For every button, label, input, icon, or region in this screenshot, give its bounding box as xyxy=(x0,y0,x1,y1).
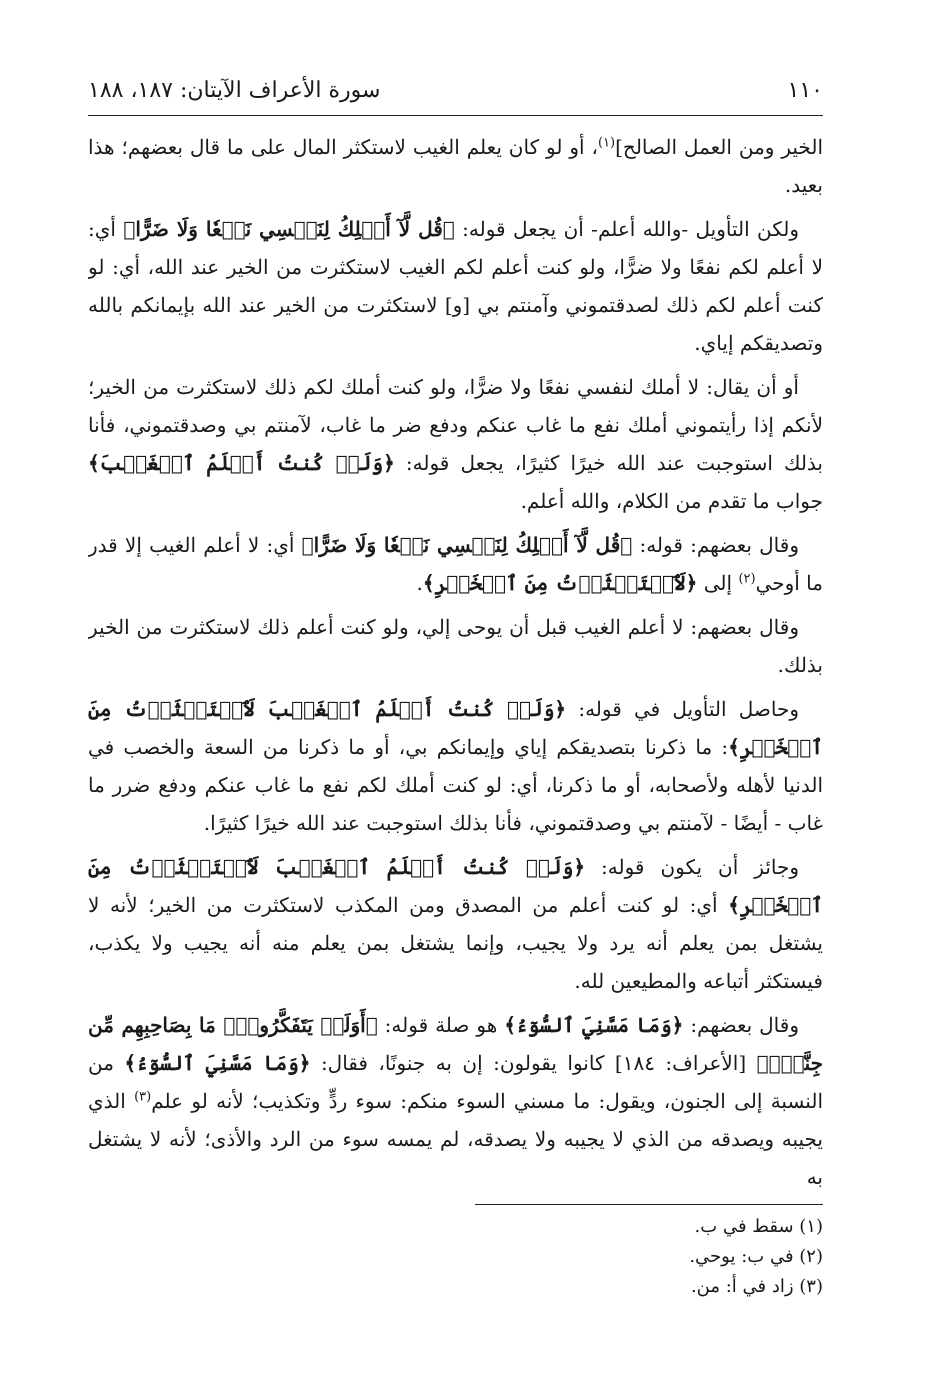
footnote-ref: (٢) xyxy=(738,571,756,587)
text-run: الخير ومن العمل الصالح] xyxy=(615,135,823,159)
footnote-divider xyxy=(475,1204,823,1205)
page-number: ١١٠ xyxy=(787,77,823,103)
quran-quote: ﴿لَٱسۡتَكۡثَرۡتُ مِنَ ٱلۡخَيۡرِ﴾ xyxy=(422,571,698,595)
text-run: من النسبة إلى الجنون، ويقول: ما مسني السوء منكم: سوء ردٍّ وتكذيب؛ لأنه لو علم xyxy=(88,1051,823,1113)
text-run: أي: لو كنت أعلم من المصدق ومن المكذب لاستكثرت من الخير؛ لأنه لا يشتغل بمن يعلم أنه يرد ولا يجيب، وإنما يشتغل بمن يعلم منه أنه يجيب ولا يكذب، فيستكثر أتباعه والمطيعين لله. xyxy=(88,893,823,993)
text-run: أي: لا أعلم الغيب إلا قدر ما أوحي xyxy=(88,533,823,595)
quran-quote: ﴿وَمَا مَسَّنِيَ ٱلسُّوٓءُ﴾ xyxy=(124,1051,311,1075)
footnote-ref: (٣) xyxy=(134,1089,152,1105)
paragraph xyxy=(88,368,823,520)
text-run: هو صلة قوله: xyxy=(377,1013,505,1037)
text-run: جواب ما تقدم من الكلام، والله أعلم. xyxy=(520,489,823,513)
quran-quote: ﴿وَلَوۡ كُنتُ أَعۡلَمُ ٱلۡغَيۡبَ﴾ xyxy=(88,451,395,475)
paragraph xyxy=(88,690,823,842)
text-run: : ما ذكرنا بتصديقكم إياي وإيمانكم بي، أو ما ذكرنا من السعة والخصب في الدنيا لأهله ولأصحابه، أو ما ذكرنا، أي: لو كنت أملك لكم نفع ما غاب عنكم ودفع ضرر ما غاب - أيضًا - لآمنتم بي وصدقتموني، فأنا بذلك استوجبت عند الله خيرًا كثيرًا. xyxy=(88,735,823,835)
paragraph xyxy=(88,128,823,204)
quran-quote: ﴿وَلَوۡ كُنتُ أَعۡلَمُ ٱلۡغَيۡبَ لَٱسۡتَكۡثَرۡتُ مِنَ ٱلۡخَيۡرِ﴾ xyxy=(88,697,823,759)
page-header xyxy=(88,72,823,108)
quran-quote: ﴿قُل لَّآ أَمۡلِكُ لِنَفۡسِي نَفۡعٗا وَلَا ضَرًّا﴾ xyxy=(301,533,633,557)
text-run: أي: لا أعلم لكم نفعًا ولا ضرًّا، ولو كنت أعلم لكم الغيب لاستكثرت من الخير عند الله، أي: لو كنت أعلم لكم ذلك لصدقتموني وآمنتم بي [و] لاستكثرت من الخير عند الله بإيمانكم بالله وتصديقكم إياي. xyxy=(88,217,823,355)
text-run: . xyxy=(416,571,423,595)
text-run: وحاصل التأويل في قوله: xyxy=(566,697,799,721)
text-run: وقال بعضهم: xyxy=(683,1013,799,1037)
text-run: وجائز أن يكون قوله: xyxy=(585,855,800,879)
paragraph xyxy=(88,210,823,362)
footnote-ref: (١) xyxy=(597,135,616,151)
header-divider xyxy=(88,115,823,116)
footnote: (١) سقط في ب. xyxy=(694,1216,823,1237)
footnotes xyxy=(88,1212,823,1302)
text-run: إلى xyxy=(697,571,739,595)
text-run: أو أن يقال: لا أملك لنفسي نفعًا ولا ضرًّا، ولو كنت أملك لكم ذلك لاستكثرت من الخير؛ لأنكم إذا رأيتموني أملك نفع ما غاب عنكم ودفع ضر ما غاب، لآمنتم بي وصدقتموني، فأنا بذلك استوجبت عند الله خيرًا كثيرًا، يجعل قوله: xyxy=(88,375,823,475)
paragraph xyxy=(88,608,823,684)
paragraph xyxy=(88,1006,823,1196)
footnote: (٢) في ب: يوحي. xyxy=(689,1246,823,1267)
text-run: ولكن التأويل -والله أعلم- أن يجعل قوله: xyxy=(454,217,799,241)
paragraph xyxy=(88,848,823,1000)
quran-quote: ﴿أَوَلَمۡ يَتَفَكَّرُواْۗ مَا بِصَاحِبِهِم مِّن جِنَّةٍۚ﴾ xyxy=(88,1013,823,1075)
quran-quote: ﴿وَمَا مَسَّنِيَ ٱلسُّوٓءُ﴾ xyxy=(504,1013,684,1037)
text-run: الذي يجيبه ويصدقه من الذي لا يجيبه ولا يصدقه، لم يمسه سوء من الرد والأذى؛ لأنه لا يشتغل به xyxy=(88,1089,823,1189)
text-run: ، أو لو كان يعلم الغيب لاستكثر المال على ما قال بعضهم؛ هذا بعيد. xyxy=(88,135,823,197)
text-run: وقال بعضهم: لا أعلم الغيب قبل أن يوحى إلي، ولو كنت أعلم ذلك لاستكثرت من الخير بذلك. xyxy=(88,615,823,677)
running-title: سورة الأعراف الآيتان: ١٨٧، ١٨٨ xyxy=(88,77,381,103)
footnote: (٣) زاد في أ: من. xyxy=(690,1276,823,1297)
main-text xyxy=(88,128,823,1198)
quran-quote: ﴿قُل لَّآ أَمۡلِكُ لِنَفۡسِي نَفۡعٗا وَلَا ضَرًّا﴾ xyxy=(123,217,455,241)
quran-quote: ﴿وَلَوۡ كُنتُ أَعۡلَمُ ٱلۡغَيۡبَ لَٱسۡتَكۡثَرۡتُ مِنَ ٱلۡخَيۡرِ﴾ xyxy=(88,855,823,917)
paragraph xyxy=(88,526,823,602)
text-run: [الأعراف: ١٨٤] كانوا يقولون: إن به جنونًا، فقال: xyxy=(310,1051,757,1075)
text-run: وقال بعضهم: قوله: xyxy=(632,533,799,557)
